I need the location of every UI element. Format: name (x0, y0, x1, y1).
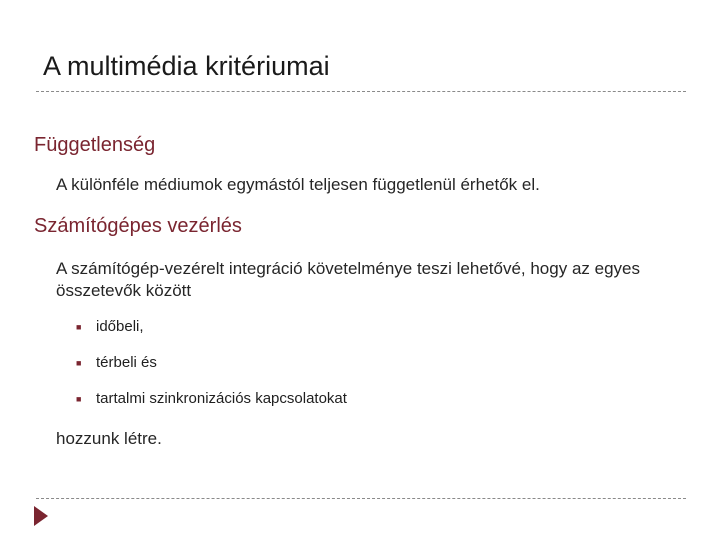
list-item-label: tartalmi szinkronizációs kapcsolatokat (96, 390, 347, 407)
square-bullet-icon: ■ (76, 322, 82, 333)
slide-title: A multimédia kritériumai (43, 51, 330, 81)
section-heading-independence: Függetlenség (34, 134, 156, 156)
square-bullet-icon: ■ (76, 394, 82, 405)
list-item (76, 354, 157, 371)
section-heading-computer-control: Számítógépes vezérlés (34, 215, 242, 237)
list-item-label: térbeli és (96, 354, 157, 371)
section-text-independence: A különféle médiumok egymástól teljesen függetlenül érhetők el. (56, 175, 540, 194)
list-item (76, 318, 144, 335)
triangle-arrow-icon[interactable] (34, 506, 48, 526)
title-divider (36, 91, 686, 92)
footer-divider (36, 498, 686, 499)
section-closing-text: hozzunk létre. (56, 429, 162, 448)
list-item-label: időbeli, (96, 318, 144, 335)
section-text-computer-control: A számítógép-vezérelt integráció követelménye teszi lehetővé, hogy az egyes összetevők között (56, 259, 640, 300)
list-item (76, 390, 347, 407)
square-bullet-icon: ■ (76, 358, 82, 369)
